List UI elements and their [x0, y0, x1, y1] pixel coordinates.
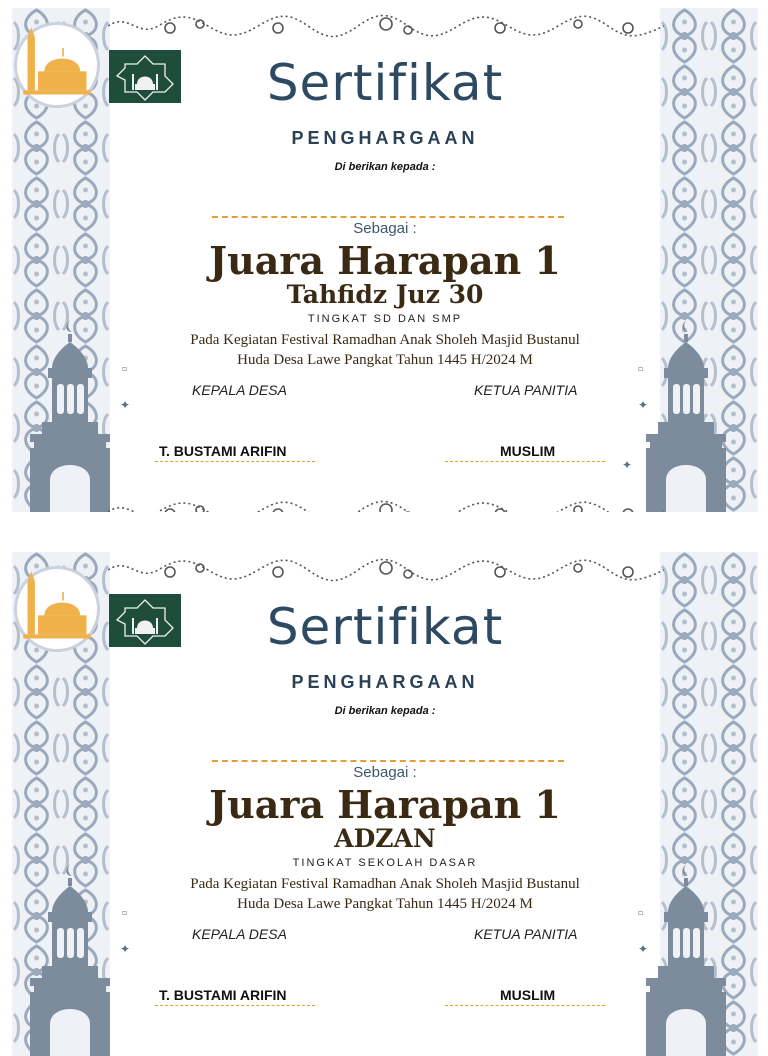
signer-2-name: MUSLIM [500, 987, 556, 1003]
certificate-title: Sertifikat [266, 598, 504, 656]
mosque-icon [17, 25, 97, 105]
minaret-left-icon [30, 864, 110, 1056]
sparkle-icon: ✦ [622, 458, 633, 472]
signer-2-role: KETUA PANITIA [474, 926, 578, 942]
description-line-2: Huda Desa Lawe Pangkat Tahun 1445 H/2024 M [237, 896, 533, 912]
award-category: Tahfidz Juz 30 [286, 280, 484, 309]
award-rank: Juara Harapan 1 [209, 782, 561, 827]
sparkle-icon: ▫ [122, 364, 128, 373]
signature-line-2 [445, 461, 605, 462]
certificate-1 [0, 0, 768, 512]
signer-1-name: T. BUSTAMI ARIFIN [159, 987, 287, 1003]
mosque-medallion [14, 566, 100, 652]
certificate-2 [0, 544, 768, 1056]
top-swirl-ornament [108, 552, 664, 588]
competition-level: TINGKAT SD DAN SMP [307, 313, 463, 325]
mosque-logo [109, 50, 181, 103]
given-to-label: Di berikan kepada : [334, 161, 436, 173]
mosque-logo [109, 594, 181, 647]
description-line-1: Pada Kegiatan Festival Ramadhan Anak Sholeh Masjid Bustanul [190, 876, 580, 892]
mosque-logo-icon [109, 50, 181, 103]
right-ornament-border [660, 552, 758, 1056]
signer-2-name: MUSLIM [500, 443, 556, 459]
sparkle-icon: ▫ [638, 908, 644, 917]
minaret-left-icon [30, 320, 110, 512]
signer-1-name: T. BUSTAMI ARIFIN [159, 443, 287, 459]
signer-1-role: KEPALA DESA [192, 382, 287, 398]
signer-1-role: KEPALA DESA [192, 926, 287, 942]
signature-line-2 [445, 1005, 605, 1006]
as-label: Sebagai : [353, 220, 417, 237]
competition-level: TINGKAT SEKOLAH DASAR [292, 857, 478, 869]
certificate-title: Sertifikat [266, 54, 504, 112]
sparkle-icon: ✦ [120, 942, 131, 956]
recipient-name-line [212, 216, 564, 218]
top-swirl-ornament [108, 8, 664, 44]
minaret-right-icon [646, 864, 726, 1056]
page-gap [0, 512, 768, 544]
signature-line-1 [155, 1005, 315, 1006]
bottom-swirl-ornament [108, 494, 664, 512]
sparkle-icon: ✦ [638, 942, 649, 956]
mosque-icon [17, 569, 97, 649]
event-description [150, 874, 620, 914]
award-category: ADZAN [334, 824, 436, 853]
minaret-right-icon [646, 320, 726, 512]
recipient-name-line [212, 760, 564, 762]
event-description [150, 330, 620, 370]
certificate-subtitle: PENGHARGAAN [291, 672, 479, 692]
description-line-2: Huda Desa Lawe Pangkat Tahun 1445 H/2024 M [237, 352, 533, 368]
signer-2-role: KETUA PANITIA [474, 382, 578, 398]
mosque-medallion [14, 22, 100, 108]
given-to-label: Di berikan kepada : [334, 705, 436, 717]
as-label: Sebagai : [353, 764, 417, 781]
signature-line-1 [155, 461, 315, 462]
right-ornament-border [660, 8, 758, 512]
award-rank: Juara Harapan 1 [209, 238, 561, 283]
certificate-subtitle: PENGHARGAAN [291, 128, 479, 148]
sparkle-icon: ✦ [120, 398, 131, 412]
sparkle-icon: ▫ [638, 364, 644, 373]
mosque-logo-icon [109, 594, 181, 647]
description-line-1: Pada Kegiatan Festival Ramadhan Anak Sholeh Masjid Bustanul [190, 332, 580, 348]
sparkle-icon: ✦ [638, 398, 649, 412]
sparkle-icon: ▫ [122, 908, 128, 917]
